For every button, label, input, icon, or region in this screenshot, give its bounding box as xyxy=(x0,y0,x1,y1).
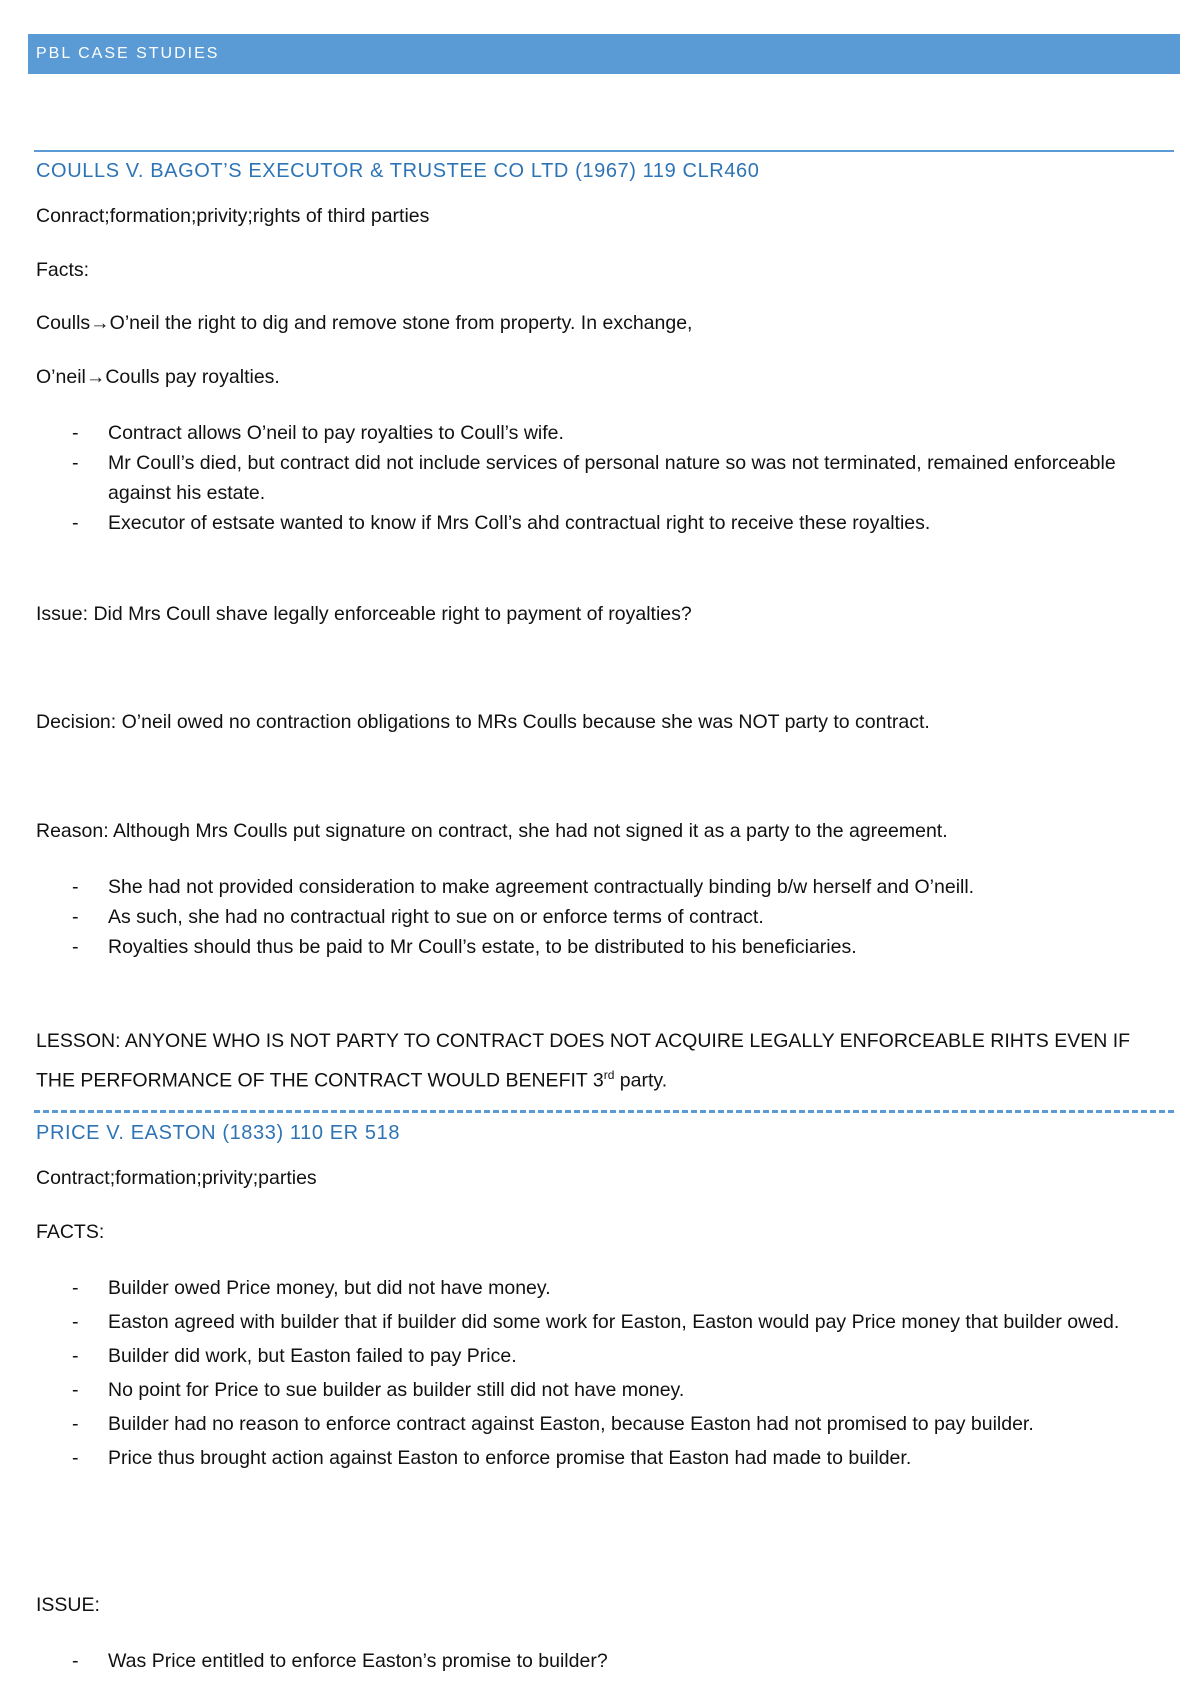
dash-bullet-icon: - xyxy=(72,1311,79,1333)
list-item: - Royalties should thus be paid to Mr Coull’s estate, to be distributed to his beneficiaries. xyxy=(36,932,1156,962)
list-item: - She had not provided consideration to make agreement contractually binding b/w herself and O’neill. xyxy=(36,872,1156,902)
list-item: - Was Price entitled to enforce Easton’s promise to builder? xyxy=(36,1644,1156,1678)
dash-bullet-icon: - xyxy=(72,1650,79,1672)
dash-bullet-icon: - xyxy=(72,422,79,444)
issue-text: Issue: Did Mrs Coull shave legally enforceable right to payment of royalties? xyxy=(36,603,692,625)
dash-bullet-icon: - xyxy=(72,906,79,928)
dash-bullet-icon: - xyxy=(72,1447,79,1469)
dash-bullet-icon: - xyxy=(72,1277,79,1299)
dash-bullet-icon: - xyxy=(72,452,79,474)
list-item: - Executor of estsate wanted to know if Mrs Coll’s ahd contractual right to receive these royalties. xyxy=(36,508,1156,538)
dash-bullet-icon: - xyxy=(72,936,79,958)
list-item: - Builder had no reason to enforce contract against Easton, because Easton had not promised to pay builder. xyxy=(36,1407,1156,1441)
dash-bullet-icon: - xyxy=(72,1345,79,1367)
case-keywords: Conract;formation;privity;rights of third parties xyxy=(36,205,430,227)
facts-list xyxy=(36,1271,1156,1475)
page-header-band xyxy=(28,34,1180,74)
dash-bullet-icon: - xyxy=(72,1379,79,1401)
page-header-title: PBL CASE STUDIES xyxy=(36,45,220,62)
facts-label: FACTS: xyxy=(36,1221,105,1243)
facts-list xyxy=(36,418,1156,538)
dash-bullet-icon: - xyxy=(72,876,79,898)
reason-text: Reason: Although Mrs Coulls put signature on contract, she had not signed it as a party to the agreement. xyxy=(36,820,948,842)
list-item: - No point for Price to sue builder as builder still did not have money. xyxy=(36,1373,1156,1407)
list-item: - Builder owed Price money, but did not have money. xyxy=(36,1271,1156,1305)
case-title: COULLS V. BAGOT’S EXECUTOR & TRUSTEE CO LTD (1967) 119 CLR460 xyxy=(36,160,760,182)
list-item: - Mr Coull’s died, but contract did not include services of personal nature so was not terminated, remained enforceable against his estate. xyxy=(36,448,1156,508)
issue-list xyxy=(36,1644,1156,1678)
section-divider xyxy=(34,150,1174,152)
list-item: - Contract allows O’neil to pay royalties to Coull’s wife. xyxy=(36,418,1156,448)
facts-label: Facts: xyxy=(36,259,90,281)
dash-bullet-icon: - xyxy=(72,512,79,534)
list-item: - Price thus brought action against Easton to enforce promise that Easton had made to builder. xyxy=(36,1441,1156,1475)
fact-line: Coulls→O’neil the right to dig and remove stone from property. In exchange, xyxy=(36,312,693,334)
list-item: - Easton agreed with builder that if builder did some work for Easton, Easton would pay Price money that builder owed. xyxy=(36,1305,1156,1339)
list-item: - As such, she had no contractual right to sue on or enforce terms of contract. xyxy=(36,902,1156,932)
lesson-text: LESSON: ANYONE WHO IS NOT PARTY TO CONTRACT DOES NOT ACQUIRE LEGALLY ENFORCEABLE RIHTS EVEN IF THE PERFORMANCE OF THE CONTRACT WOULD BENEFIT 3rd party. xyxy=(36,1030,1131,1092)
decision-text: Decision: O’neil owed no contraction obligations to MRs Coulls because she was NOT party to contract. xyxy=(36,711,930,733)
reason-list xyxy=(36,872,1156,962)
case-keywords: Contract;formation;privity;parties xyxy=(36,1167,317,1189)
section-divider xyxy=(34,1110,1174,1113)
list-item: - Builder did work, but Easton failed to pay Price. xyxy=(36,1339,1156,1373)
issue-label: ISSUE: xyxy=(36,1594,100,1616)
fact-line: O’neil→Coulls pay royalties. xyxy=(36,366,280,388)
case-title: PRICE V. EASTON (1833) 110 ER 518 xyxy=(36,1122,401,1144)
dash-bullet-icon: - xyxy=(72,1413,79,1435)
